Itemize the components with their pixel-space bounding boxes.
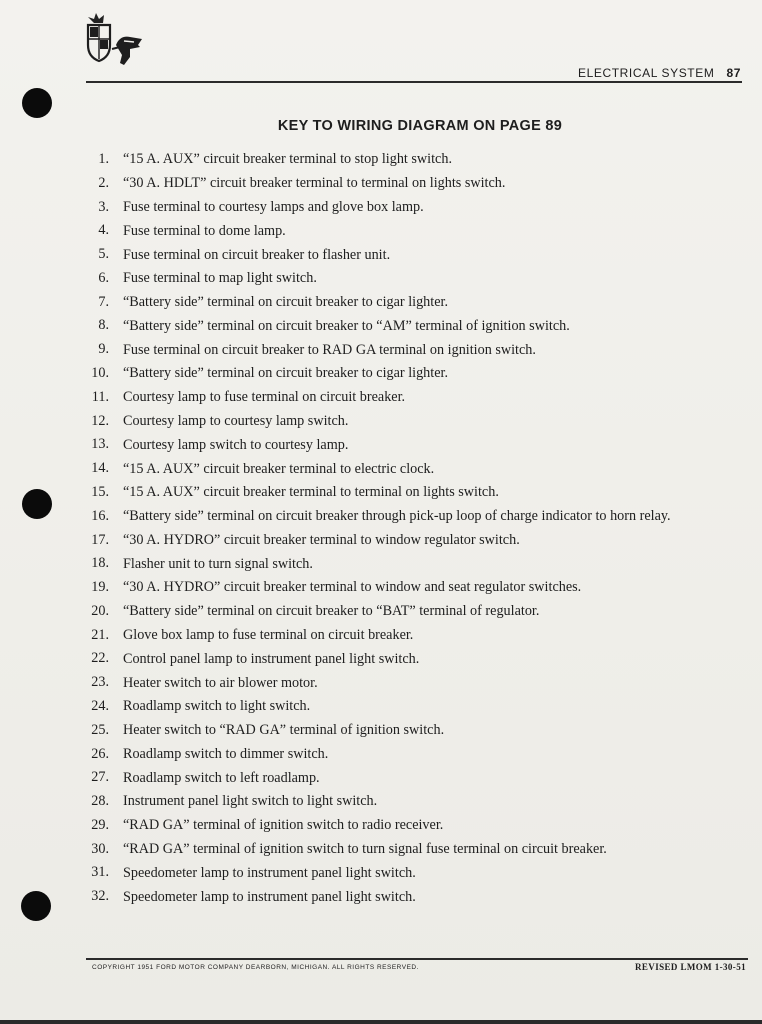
item-number: 21. [91,626,109,643]
list-item [82,861,754,885]
item-text: “Battery side” terminal on circuit breaker to “AM” terminal of ignition switch. [123,317,570,334]
item-text: “RAD GA” terminal of ignition switch to radio receiver. [123,817,444,834]
list-item [82,576,754,600]
list-item [82,291,754,315]
item-number: 12. [91,412,109,429]
item-text: Speedometer lamp to instrument panel light switch. [123,864,416,881]
list-item [82,386,754,410]
list-item [82,362,754,386]
item-number: 9. [98,341,109,358]
lincoln-crest-knight-icon [84,9,146,71]
item-number: 26. [91,745,109,762]
item-number: 7. [98,293,109,310]
item-number: 11. [91,388,109,405]
item-number: 4. [98,222,109,239]
list-item [82,529,754,553]
item-number: 25. [91,721,109,738]
item-number: 5. [98,246,109,263]
item-text: Roadlamp switch to dimmer switch. [123,745,329,762]
list-item [82,719,754,743]
footer-rule [86,958,748,960]
list-item [82,219,754,243]
item-number: 10. [91,365,109,382]
list-item [82,243,754,267]
list-item [82,671,754,695]
revision-note: REVISED LMOM 1-30-51 [635,962,746,972]
item-number: 23. [91,674,109,691]
item-number: 15. [91,483,109,500]
item-number: 28. [91,793,109,810]
copyright-notice: COPYRIGHT 1951 FORD MOTOR COMPANY DEARBORN, MICHIGAN. ALL RIGHTS RESERVED. [92,964,419,971]
list-item [82,552,754,576]
list-item [82,885,754,909]
item-text: Speedometer lamp to instrument panel light switch. [123,888,416,905]
list-item [82,766,754,790]
item-text: “30 A. HDLT” circuit breaker terminal to terminal on lights switch. [123,175,506,192]
item-text: Flasher unit to turn signal switch. [123,555,313,572]
list-item [82,790,754,814]
item-text: “RAD GA” terminal of ignition switch to turn signal fuse terminal on circuit breaker. [123,841,607,858]
list-item [82,172,754,196]
item-text: “15 A. AUX” circuit breaker terminal to electric clock. [123,460,435,477]
item-number: 31. [91,864,109,881]
list-item [82,695,754,719]
item-text: “15 A. AUX” circuit breaker terminal to stop light switch. [123,151,452,168]
list-item [82,338,754,362]
binder-hole-bottom [21,891,51,921]
scan-edge [0,1020,762,1024]
list-item [82,457,754,481]
item-text: Roadlamp switch to left roadlamp. [123,769,320,786]
running-header [578,66,741,80]
list-item [82,624,754,648]
item-text: Courtesy lamp to fuse terminal on circuit breaker. [123,389,406,406]
page-title: KEY TO WIRING DIAGRAM ON PAGE 89 [277,118,563,134]
list-item [82,267,754,291]
item-text: Instrument panel light switch to light switch. [123,793,378,810]
list-item [82,647,754,671]
list-item [82,196,754,220]
item-number: 29. [91,816,109,833]
list-item [82,743,754,767]
item-text: Courtesy lamp switch to courtesy lamp. [123,436,349,453]
item-text: Heater switch to air blower motor. [123,674,318,691]
list-item [82,814,754,838]
item-number: 24. [91,697,109,714]
list-item [82,433,754,457]
item-number: 20. [91,602,109,619]
page-number: 87 [726,66,741,80]
header-rule [86,81,742,83]
item-number: 18. [91,555,109,572]
item-number: 2. [98,174,109,191]
list-item [82,838,754,862]
item-text: Glove box lamp to fuse terminal on circuit breaker. [123,627,414,644]
item-number: 8. [98,317,109,334]
item-text: “30 A. HYDRO” circuit breaker terminal to window and seat regulator switches. [123,579,582,596]
list-item [82,481,754,505]
binder-hole-top [22,88,52,118]
item-number: 22. [91,650,109,667]
list-item [82,505,754,529]
item-number: 27. [91,769,109,786]
item-number: 13. [91,436,109,453]
item-number: 1. [98,151,109,167]
item-number: 30. [91,840,109,857]
item-text: “15 A. AUX” circuit breaker terminal to terminal on lights switch. [123,484,499,501]
section-title: ELECTRICAL SYSTEM [577,66,715,80]
item-number: 17. [91,531,109,548]
item-text: Fuse terminal to map light switch. [123,270,317,287]
item-text: Fuse terminal to courtesy lamps and glove box lamp. [123,198,424,215]
item-text: Fuse terminal on circuit breaker to RAD GA terminal on ignition switch. [123,341,536,358]
item-text: Roadlamp switch to light switch. [123,698,311,715]
list-item [82,600,754,624]
item-number: 32. [91,888,109,905]
item-text: “Battery side” terminal on circuit breaker to cigar lighter. [123,365,448,382]
item-text: Courtesy lamp to courtesy lamp switch. [123,412,349,429]
list-item [82,410,754,434]
item-text: “30 A. HYDRO” circuit breaker terminal to window regulator switch. [123,531,520,548]
item-text: “Battery side” terminal on circuit breaker through pick-up loop of charge indicator to horn relay. [123,508,671,525]
item-text: Fuse terminal to dome lamp. [123,222,286,239]
list-item [82,148,754,172]
item-text: Fuse terminal on circuit breaker to flasher unit. [123,246,391,263]
item-text: Heater switch to “RAD GA” terminal of ignition switch. [123,722,445,739]
item-number: 16. [91,507,109,524]
item-number: 3. [98,198,109,215]
item-text: “Battery side” terminal on circuit breaker to “BAT” terminal of regulator. [123,603,540,620]
item-text: Control panel lamp to instrument panel light switch. [123,650,420,667]
item-number: 19. [91,579,109,596]
item-text: “Battery side” terminal on circuit breaker to cigar lighter. [123,294,448,311]
wiring-key-list [82,148,754,909]
list-item [82,314,754,338]
item-number: 14. [91,460,109,477]
binder-hole-middle [22,489,52,519]
item-number: 6. [98,269,109,286]
